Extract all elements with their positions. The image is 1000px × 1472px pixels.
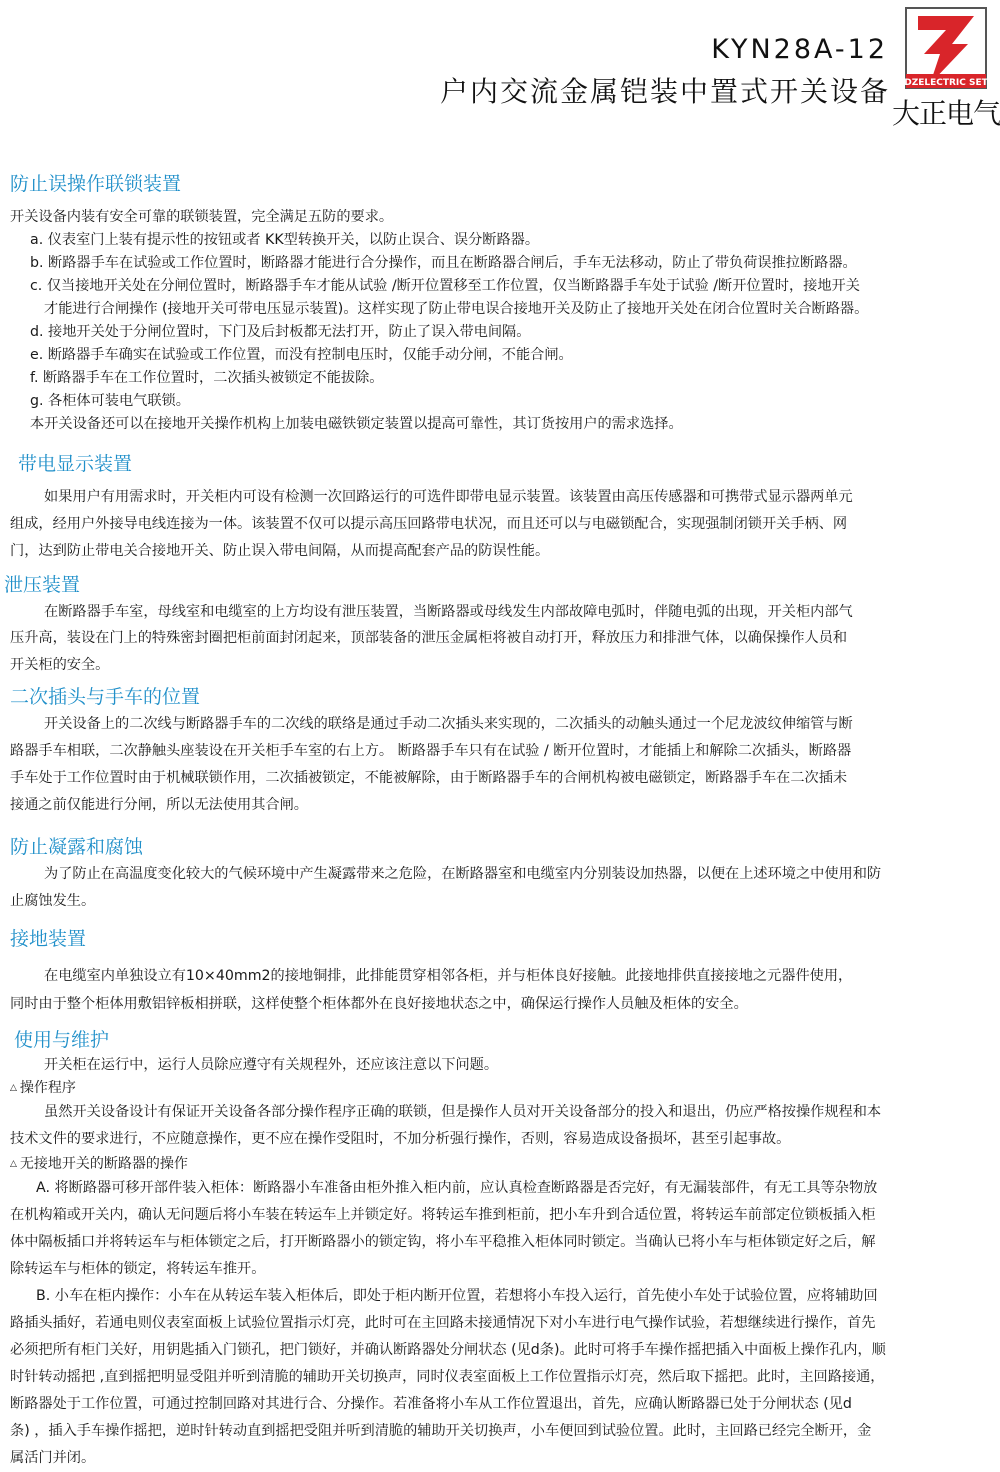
- section-title: 二次插头与手车的位置: [10, 686, 201, 708]
- company-name: 大正电气: [891, 97, 1000, 130]
- paragraph-line: 条) ，插入手车操作摇把，逆时针转动直到摇把受阻并听到清脆的辅助开关切换声，小车便回到试验位置。此时，主回路已经完全断开，金: [10, 1423, 872, 1439]
- section-title: 泄压装置: [4, 574, 81, 596]
- section-live-display: [10, 450, 1000, 565]
- triangle-icon: △: [10, 1083, 17, 1093]
- paragraph-line: 属活门并闭。: [10, 1450, 96, 1466]
- list-item: b. 断路器手车在试验或工作位置时，断路器才能进行合分操作，而且在断路器合闸后，手车无法移动，防止了带负荷误推拉断路器。: [30, 255, 857, 271]
- paragraph-line: 必须把所有柜门关好，用钥匙插入门锁孔，把门锁好，并确认断路器处分闸状态 (见d条)。此时可将手车操作摇把插入中面板上操作孔内，顺: [10, 1342, 886, 1358]
- paragraph-line: 开关柜的安全。: [10, 657, 110, 673]
- triangle-icon: △: [10, 1159, 17, 1169]
- section-grounding: [10, 925, 1000, 1018]
- section-title: 带电显示装置: [18, 453, 133, 475]
- list-item: 才能进行合闸操作 (接地开关可带电压显示装置)。这样实现了防止带电误合接地开关及防止了接地开关处在闭合位置时关合断路器。: [44, 301, 869, 317]
- svg-text:DZELECTRIC SET: DZELECTRIC SET: [904, 78, 988, 88]
- list-item: c. 仅当接地开关处在分闸位置时，断路器手车才能从试验 /断开位置移至工作位置，仅当断路器手车处于试验 /断开位置时，接地开关: [30, 278, 860, 294]
- product-title: 户内交流金属铠装中置式开关设备: [439, 75, 890, 108]
- page-header: [0, 0, 1000, 150]
- paragraph-line: 虽然开关设备设计有保证开关设备各部分操作程序正确的联锁，但是操作人员对开关设备部分的投入和退出，仍应严格按操作规程和本: [44, 1104, 882, 1120]
- paragraph-line: 在断路器手车室，母线室和电缆室的上方均设有泄压装置，当断路器或母线发生内部故障电弧时，伴随电弧的出现，开关柜内部气: [44, 604, 853, 620]
- paragraph-line: 路插头插好，若通电则仪表室面板上试验位置指示灯亮，此时可在主回路未接通情况下对小车进行电气操作试验，若想继续进行操作，首先: [10, 1315, 876, 1331]
- paragraph-line: 开关柜在运行中，运行人员除应遵守有关规程外，还应该注意以下问题。: [44, 1057, 499, 1073]
- paragraph-line: 开关设备内装有安全可靠的联锁装置，完全满足五防的要求。: [10, 209, 394, 225]
- paragraph-line: A. 将断路器可移开部件装入柜体：断路器小车准备由柜外推入柜内前，应认真检查断路器是否完好，有无漏装部件，有无工具等杂物放: [36, 1180, 878, 1196]
- document-body: [4, 170, 1000, 1472]
- list-item: d. 接地开关处于分闸位置时，下门及后封板都无法打开，防止了误入带电间隔。: [30, 324, 531, 340]
- paragraph-line: 同时由于整个柜体用敷铝锌板相拼联，这样使整个柜体都外在良好接地状态之中，确保运行操作人员触及柜体的安全。: [10, 996, 748, 1012]
- section-use-maintenance: [10, 1026, 1000, 1472]
- paragraph-line: 为了防止在高温度变化较大的气候环境中产生凝露带来之危险，在断路器室和电缆室内分别装设加热器，以便在上述环境之中使用和防: [44, 866, 882, 882]
- paragraph-line: 本开关设备还可以在接地开关操作机构上加装电磁铁锁定装置以提高可靠性，其订货按用户的需求选择。: [30, 416, 683, 432]
- paragraph-line: 时针转动摇把 ,直到摇把明显受阻并听到清脆的辅助开关切换声，同时仪表室面板上工作位置指示灯亮，然后取下摇把。此时，主回路接通，: [10, 1369, 885, 1385]
- paragraph-line: 如果用户有用需求时，开关柜内可设有检测一次回路运行的可选件即带电显示装置。该装置由高压传感器和可携带式显示器两单元: [44, 489, 853, 505]
- section-title: 防止误操作联锁装置: [10, 173, 182, 195]
- section-title: 接地装置: [10, 928, 87, 950]
- list-item: f. 断路器手车在工作位置时，二次插头被锁定不能拔除。: [30, 370, 384, 386]
- paragraph-line: 门，达到防止带电关合接地开关、防止误入带电间隔，从而提高配套产品的防误性能。: [10, 543, 550, 559]
- paragraph-line: 断路器处于工作位置，可通过控制回路对其进行合、分操作。若准备将小车从工作位置退出，首先，应确认断路器已处于分闸状态 (见d: [10, 1396, 852, 1412]
- paragraph-line: 路器手车相联，二次静触头座装设在开关柜手车室的右上方。 断路器手车只有在试验 / 断开位置时，才能插上和解除二次插头，断路器: [10, 743, 852, 759]
- section-condensation: [10, 833, 1000, 915]
- paragraph-line: B. 小车在柜内操作：小车在从转运车装入柜体后，即处于柜内断开位置，若想将小车投入运行，首先使小车处于试验位置，应将辅助回: [36, 1288, 878, 1304]
- list-item: a. 仪表室门上装有提示性的按钮或者 KK型转换开关，以防止误合、误分断路器。: [30, 232, 540, 248]
- paragraph-line: 接通之前仅能进行分闸，所以无法使用其合闸。: [10, 797, 308, 813]
- section-interlock: [10, 170, 1000, 436]
- section-pressure-relief: [4, 571, 1000, 679]
- list-item: g. 各柜体可装电气联锁。: [30, 393, 190, 409]
- paragraph-line: 开关设备上的二次线与断路器手车的二次线的联络是通过手动二次插头来实现的，二次插头的动触头通过一个尼龙波纹伸缩管与断: [44, 716, 853, 732]
- paragraph-line: 手车处于工作位置时由于机械联锁作用，二次插被锁定，不能被解除，由于断路器手车的合闸机构被电磁锁定，断路器手车在二次插未: [10, 770, 848, 786]
- list-item: e. 断路器手车确实在试验或工作位置，而没有控制电压时，仅能手动分闸，不能合闸。: [30, 347, 573, 363]
- paragraph-line: 除转运车与柜体的锁定，将转运车推开。: [10, 1261, 266, 1277]
- paragraph-line: 止腐蚀发生。: [10, 893, 96, 909]
- section-title: 使用与维护: [14, 1029, 110, 1051]
- paragraph-line: 压升高，装设在门上的特殊密封圈把柜前面封闭起来，顶部装备的泄压金属柜将被自动打开，释放压力和排泄气体，以确保操作人员和: [10, 630, 848, 646]
- subheading-label: 无接地开关的断路器的操作: [19, 1156, 188, 1172]
- paragraph-line: 体中隔板插口并将转运车与柜体锁定之后，打开断路器小的锁定钩，将小车平稳推入柜体同时锁定。当确认已将小车与柜体锁定好之后，解: [10, 1234, 876, 1250]
- model-number: KYN28A-12: [711, 34, 888, 65]
- paragraph-line: 技术文件的要求进行，不应随意操作，更不应在操作受阻时，不加分析强行操作，否则，容易造成设备损坏，甚至引起事故。: [10, 1131, 791, 1147]
- section-title: 防止凝露和腐蚀: [10, 836, 144, 858]
- section-secondary-plug: [10, 683, 1000, 819]
- subheading: [10, 1153, 1000, 1175]
- subheading: [10, 1077, 1000, 1099]
- paragraph-line: 在机构箱或开关内，确认无问题后将小车装在转运车上并锁定好。将转运车推到柜前，把小车升到合适位置，将转运车前部定位锁板插入柜: [10, 1207, 876, 1223]
- subheading-label: 操作程序: [19, 1080, 76, 1096]
- paragraph-line: 组成，经用户外接导电线连接为一体。该装置不仅可以提示高压回路带电状况，而且还可以与电磁锁配合，实现强制闭锁开关手柄、网: [10, 516, 848, 532]
- paragraph-line: 在电缆室内单独设立有10×40mm2的接地铜排，此排能贯穿相邻各柜，并与柜体良好接触。此接地排供直接接地之元器件使用，: [44, 968, 853, 984]
